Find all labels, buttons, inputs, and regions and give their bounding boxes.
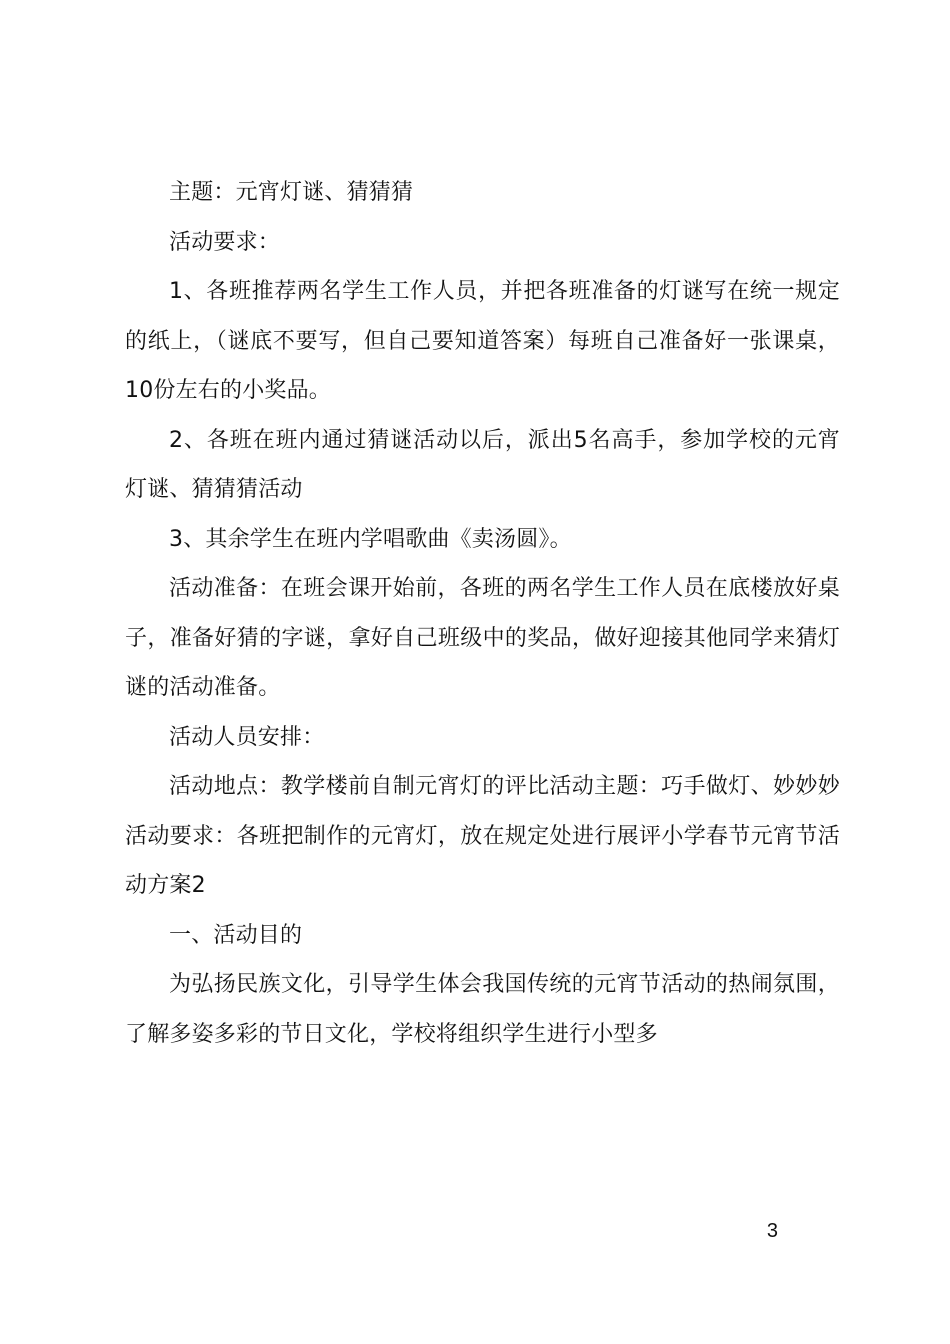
paragraph-theme: 主题：元宵灯谜、猜猜猜 [169,180,414,205]
document-body [125,168,840,1059]
paragraph-requirements-heading: 活动要求： [169,229,281,255]
paragraph-location: 活动地点：教学楼前自制元宵灯的评比活动主题：巧手做灯、妙妙妙活动要求：各班把制作的元宵灯，放在规定处进行展评小学春节元宵节活动方案2 [125,774,840,898]
paragraph-staffing-heading: 活动人员安排： [169,724,325,750]
paragraph-requirement-3: 3、其余学生在班内学唱歌曲《卖汤圆》。 [169,526,572,552]
paragraph-preparation: 活动准备：在班会课开始前，各班的两名学生工作人员在底楼放好桌子，准备好猜的字谜，拿好自己班级中的奖品，做好迎接其他同学来猜灯谜的活动准备。 [125,576,840,700]
paragraph-purpose-body: 为弘扬民族文化，引导学生体会我国传统的元宵节活动的热闹氛围，了解多姿多彩的节日文化，学校将组织学生进行小型多 [125,972,840,1047]
paragraph-requirement-1: 1、各班推荐两名学生工作人员，并把各班准备的灯谜写在统一规定的纸上，（谜底不要写，但自己要知道答案）每班自己准备好一张课桌，10份左右的小奖品。 [125,279,840,403]
paragraph-section-purpose: 一、活动目的 [169,922,303,948]
paragraph-requirement-2: 2、各班在班内通过猜谜活动以后，派出5名高手，参加学校的元宵灯谜、猜猜猜活动 [125,427,840,502]
page-number: 3 [766,1220,778,1242]
